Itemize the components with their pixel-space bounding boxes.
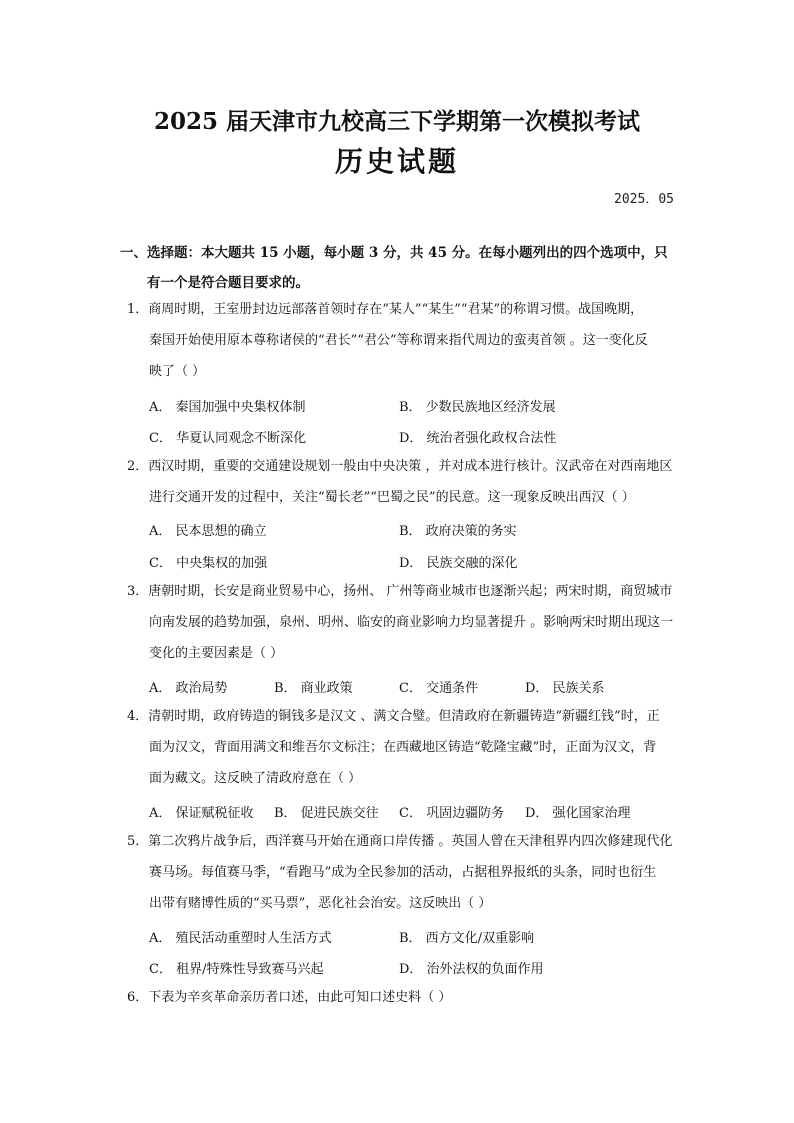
question-line: 面为汉文，背面用满文和维吾尔文标注；在西藏地区铸造“乾隆宝藏”时，正面为汉文，背: [149, 740, 657, 755]
option-a[interactable]: A． 殖民活动重塑时人生活方式: [149, 931, 332, 946]
option-a[interactable]: A． 秦国加强中央集权体制: [149, 400, 306, 415]
option-d[interactable]: D． 统治者强化政权合法性: [399, 431, 557, 446]
option-b[interactable]: B． 促进民族交往: [274, 806, 379, 821]
question-line: 5．第二次鸦片战争后，西洋赛马开始在通商口岸传播 。英国人曾在天津租界内四次修建现代化: [127, 834, 673, 849]
option-c[interactable]: C． 中央集权的加强: [149, 556, 268, 571]
option-b[interactable]: B． 少数民族地区经济发展: [399, 400, 556, 415]
option-b[interactable]: B． 西方文化/双重影响: [399, 931, 535, 946]
question-line: 4．清朝时期，政府铸造的铜钱多是汉文 、满文合璧。但清政府在新疆铸造“新疆红钱”时，正: [127, 709, 660, 724]
question-line: 面为藏文。这反映了清政府意在（ ）: [149, 771, 362, 786]
section-heading-line1: 一、选择题：本大题共 15 小题，每小题 3 分，共 45 分。在每小题列出的四个选项中，只: [120, 245, 668, 261]
question-line: 6．下表为辛亥革命亲历者口述，由此可知口述史料（ ）: [127, 990, 452, 1005]
option-c[interactable]: C． 交通条件: [399, 681, 479, 696]
question-line: 2．西汉时期，重要的交通建设规划一般由中央决策 ，并对成本进行核计。汉武帝在对西南地区: [127, 459, 673, 474]
question-line: 变化的主要因素是（ ）: [149, 646, 284, 661]
option-b[interactable]: B． 政府决策的务实: [399, 524, 517, 539]
section-heading-line2: 有一个是符合题目要求的。: [147, 275, 309, 291]
question-line: 1．商周时期，王室册封边远部落首领时存在“某人”“某生”“君某”的称谓习惯。战国晚期，: [127, 302, 644, 317]
option-a[interactable]: A． 民本思想的确立: [149, 524, 267, 539]
option-b[interactable]: B． 商业政策: [274, 681, 353, 696]
question-5-stem: [127, 826, 675, 919]
option-d[interactable]: D． 强化国家治理: [525, 806, 631, 821]
question-line: 3．唐朝时期，长安是商业贸易中心，扬州、 广州等商业城市也逐渐兴起；两宋时期，商贸城市: [127, 584, 673, 599]
subject-title: 历史试题: [334, 145, 459, 178]
question-3-stem: [127, 576, 675, 669]
question-2-stem: [127, 451, 675, 513]
question-line: 出带有赌博性质的“买马票”，恶化社会治安。这反映出（ ）: [149, 896, 492, 911]
question-line: 进行交通开发的过程中，关注“蜀长老”“巴蜀之民”的民意。这一现象反映出西汉（ ）: [149, 490, 635, 505]
exam-title: 2025 届天津市九校高三下学期第一次模拟考试: [153, 108, 641, 135]
question-1-stem: [127, 294, 675, 387]
option-a[interactable]: A． 政治局势: [149, 681, 228, 696]
question-line: 向南发展的趋势加强，泉州、明州、临安的商业影响力均显著提升 。影响两宋时期出现这一: [149, 615, 674, 630]
question-line: 秦国开始使用原本尊称诸侯的“君长”“君公”等称谓来指代周边的蛮夷首领 。这一变化反: [149, 333, 648, 348]
option-d[interactable]: D． 民族关系: [525, 681, 605, 696]
exam-date: 2025．05: [614, 192, 674, 207]
option-c[interactable]: C． 华夏认同观念不断深化: [149, 431, 307, 446]
option-c[interactable]: C． 巩固边疆防务: [399, 806, 505, 821]
option-d[interactable]: D． 治外法权的负面作用: [399, 962, 544, 977]
question-line: 映了（ ）: [149, 364, 206, 379]
option-a[interactable]: A． 保证赋税征收: [149, 806, 254, 821]
section-heading: [120, 238, 680, 298]
question-4-stem: [127, 701, 675, 794]
question-6-stem: [127, 982, 675, 1013]
option-d[interactable]: D． 民族交融的深化: [399, 556, 518, 571]
option-c[interactable]: C． 租界/特殊性导致赛马兴起: [149, 962, 324, 977]
question-line: 赛马场。每值赛马季，“看跑马”成为全民参加的活动，占据租界报纸的头条，同时也衍生: [149, 865, 657, 880]
